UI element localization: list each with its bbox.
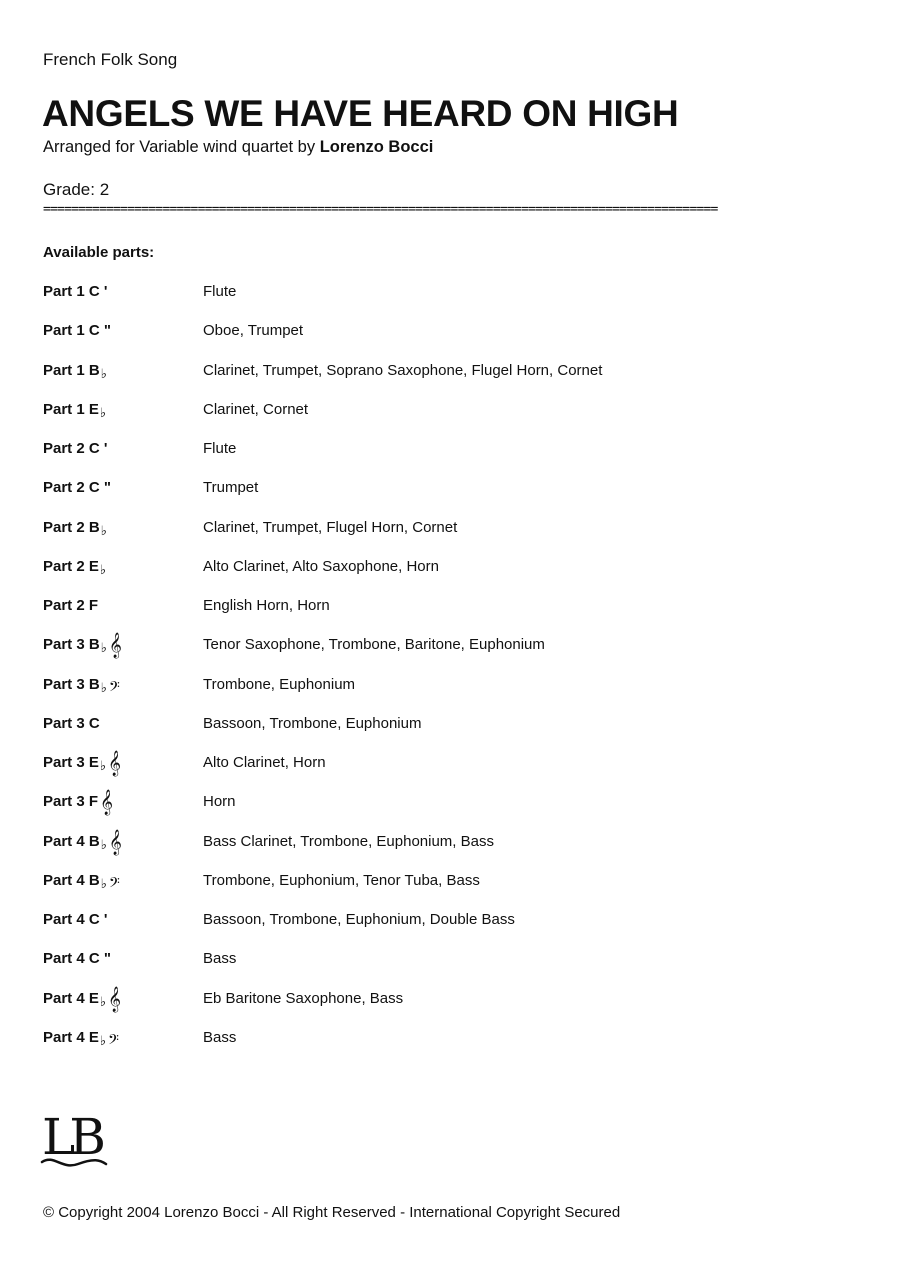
part-name [43, 751, 122, 776]
flat-sign: ♭ [100, 523, 107, 539]
flat-sign: ♭ [100, 837, 107, 853]
part-row [43, 790, 843, 832]
part-row [43, 479, 843, 518]
part-row [43, 283, 843, 322]
grade-label: Grade: 2 [43, 180, 110, 199]
part-instruments: Bass [203, 950, 237, 968]
part-row [43, 986, 843, 1029]
part-label: Part 2 C ' [43, 440, 108, 457]
part-label: Part 1 C ' [43, 283, 108, 300]
part-label: Part 2 C " [43, 479, 111, 497]
part-instruments: Tenor Saxophone, Trombone, Baritone, Euphonium [203, 636, 545, 654]
part-instruments: Bass Clarinet, Trombone, Euphonium, Bass [203, 832, 494, 850]
part-instruments: Trombone, Euphonium, Tenor Tuba, Bass [203, 871, 480, 889]
arrangement-credit [43, 138, 433, 157]
treble-clef-icon: 𝄞 [100, 790, 114, 816]
part-label: Part 3 B [43, 636, 100, 654]
flat-sign: ♭ [100, 366, 107, 382]
part-name [43, 871, 120, 895]
bass-clef-icon: 𝄢 [108, 678, 120, 699]
part-instruments: Oboe, Trumpet [203, 322, 304, 340]
part-label: Part 3 E [43, 754, 99, 771]
part-name [43, 715, 100, 732]
part-row [43, 519, 843, 558]
part-label: Part 4 B [43, 871, 100, 889]
divider-rule: ================================================================================================ [43, 203, 718, 217]
part-instruments: Flute [203, 283, 237, 300]
part-label: Part 1 B [43, 361, 100, 379]
part-row [43, 558, 843, 597]
part-name [43, 400, 107, 421]
part-label: Part 3 C [43, 714, 100, 732]
parts-list [43, 283, 843, 1068]
part-name [43, 986, 122, 1012]
part-instruments: Flute [203, 440, 237, 457]
part-label: Part 1 C " [43, 322, 111, 340]
part-row [43, 597, 843, 636]
part-row [43, 322, 843, 361]
part-name [43, 479, 111, 496]
part-instruments: Bass [203, 1028, 237, 1046]
parts-heading: Available parts: [43, 244, 155, 261]
part-label: Part 1 E [43, 400, 99, 418]
arrangement-text: Arranged for Variable wind quartet by [43, 138, 320, 156]
part-name [43, 829, 122, 855]
part-row [43, 872, 843, 911]
part-instruments: Horn [203, 793, 236, 811]
flat-sign: ♭ [100, 680, 107, 696]
flat-sign: ♭ [99, 562, 107, 578]
flat-sign: ♭ [100, 641, 107, 657]
treble-clef-icon: 𝄞 [108, 751, 122, 776]
part-label: Part 2 B [43, 518, 100, 536]
part-row [43, 440, 843, 479]
part-label: Part 3 B [43, 675, 100, 693]
bass-clef-icon: 𝄢 [108, 1031, 119, 1052]
page-title: ANGELS WE HAVE HEARD ON HIGH [42, 93, 679, 134]
flat-sign: ♭ [100, 876, 107, 892]
song-origin: French Folk Song [43, 50, 178, 69]
part-instruments: Alto Clarinet, Horn [203, 754, 326, 771]
part-instruments: Clarinet, Trumpet, Soprano Saxophone, Flugel Horn, Cornet [203, 361, 603, 379]
part-instruments: English Horn, Horn [203, 597, 330, 614]
part-instruments: Bassoon, Trombone, Euphonium, Double Bass [203, 911, 515, 928]
part-name [43, 518, 107, 539]
part-name [43, 790, 114, 816]
bass-clef-icon: 𝄢 [108, 874, 120, 895]
part-instruments: Trumpet [203, 479, 259, 497]
flat-sign: ♭ [99, 405, 107, 421]
part-name [43, 283, 107, 300]
part-label: Part 4 B [43, 832, 100, 850]
part-row [43, 751, 843, 793]
part-row [43, 829, 843, 872]
part-name [43, 911, 107, 928]
part-label: Part 4 C ' [43, 911, 108, 928]
logo-text: LB [42, 1108, 100, 1166]
part-name [43, 322, 111, 339]
part-name [43, 1028, 119, 1052]
part-row [43, 1029, 843, 1068]
part-row [43, 950, 843, 989]
part-label: Part 4 E [43, 1028, 99, 1046]
part-label: Part 3 F [43, 793, 99, 811]
part-name [43, 361, 107, 382]
part-row [43, 715, 843, 754]
part-name [43, 950, 111, 967]
part-row [43, 676, 843, 715]
flat-sign: ♭ [99, 759, 107, 774]
flat-sign: ♭ [99, 1033, 107, 1049]
part-instruments: Alto Clarinet, Alto Saxophone, Horn [203, 557, 439, 575]
treble-clef-icon: 𝄞 [108, 633, 122, 659]
copyright-notice: © Copyright 2004 Lorenzo Bocci - All Right Reserved - International Copyright Secured [43, 1204, 621, 1221]
part-instruments: Clarinet, Trumpet, Flugel Horn, Cornet [203, 518, 458, 536]
treble-clef-icon: 𝄞 [108, 829, 122, 855]
part-row [43, 911, 843, 950]
part-label: Part 2 F [43, 597, 99, 614]
part-label: Part 4 C " [43, 950, 111, 968]
part-row [43, 401, 843, 440]
part-instruments: Eb Baritone Saxophone, Bass [203, 989, 404, 1007]
part-row [43, 633, 843, 675]
lb-monogram-logo [40, 1104, 110, 1170]
treble-clef-icon: 𝄞 [108, 986, 122, 1012]
part-instruments: Clarinet, Cornet [203, 400, 309, 418]
part-name [43, 557, 107, 578]
part-label: Part 2 E [43, 557, 99, 575]
part-name [43, 597, 98, 614]
part-row [43, 362, 843, 401]
part-label: Part 4 E [43, 989, 99, 1007]
part-instruments: Trombone, Euphonium [203, 675, 356, 693]
part-instruments: Bassoon, Trombone, Euphonium [203, 714, 422, 732]
flat-sign: ♭ [99, 994, 107, 1010]
part-name [43, 633, 122, 659]
part-name [43, 675, 120, 699]
part-name [43, 440, 107, 457]
arranger-name: Lorenzo Bocci [319, 138, 434, 156]
